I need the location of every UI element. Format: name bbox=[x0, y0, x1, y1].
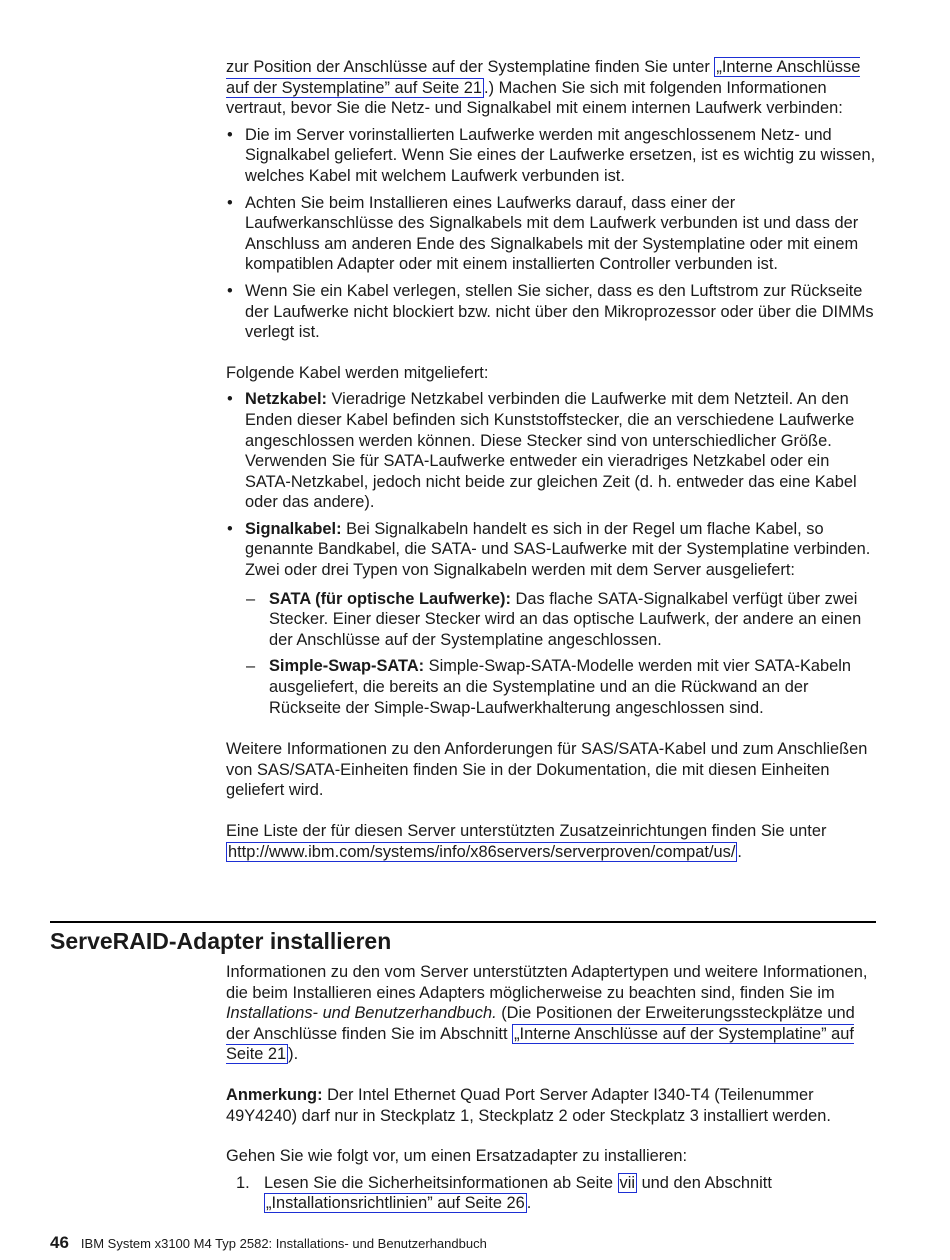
section-heading: ServeRAID-Adapter installieren bbox=[50, 921, 876, 955]
footer-text: IBM System x3100 M4 Typ 2582: Installations- und Benutzerhandbuch bbox=[80, 1236, 487, 1251]
section-text-1: Informationen zu den vom Server unterstützten Adaptertypen und weitere Informationen, die beim Installieren eines Adapters möglicherweise zu beachten sind, finden Sie im bbox=[226, 963, 868, 1002]
cables-intro: Folgende Kabel werden mitgeliefert: bbox=[226, 363, 489, 382]
link-installation-guidelines[interactable]: „Installationsrichtlinien” auf Seite 26 bbox=[266, 1194, 525, 1213]
list-item: • Wenn Sie ein Kabel verlegen, stellen Sie sicher, dass es den Luftstrom zur Rückseite der Laufwerke nicht blockiert bzw. nicht über den Mikroprozessor oder über die DIMMs verlegt ist. bbox=[226, 281, 876, 343]
step-number: 1. bbox=[236, 1173, 250, 1192]
intro-text-2: .) Machen Sie sich mit folgenden Informationen vertraut, bevor Sie die Netz- und Signalkabel mit einem internen Laufwerk verbinden: bbox=[226, 78, 843, 118]
link-internal-connectors-2[interactable]: „Interne Anschlüsse auf der Systemplatine” auf Seite 21 bbox=[226, 1024, 854, 1064]
note-paragraph bbox=[226, 1085, 876, 1126]
sub-list-item bbox=[245, 589, 876, 651]
link-internal-connectors[interactable]: „Interne Anschlüsse auf der Systemplatine” auf Seite 21 bbox=[226, 58, 861, 97]
note-term: Anmerkung: bbox=[226, 1085, 323, 1104]
signal-cable-sublist bbox=[245, 589, 876, 719]
list-item-signal-cable bbox=[226, 519, 876, 718]
intro-paragraph bbox=[226, 57, 876, 119]
simple-swap-sata-text: Simple-Swap-SATA-Modelle werden mit vier SATA-Kabeln ausgeliefert, die bereits an die Systemplatine und an die Rückwand an der Rückseite der Simple-Swap-Laufwerkhalterung angeschlossen sind. bbox=[269, 657, 852, 717]
page-footer bbox=[50, 1233, 487, 1254]
sata-optical-text: Das flache SATA-Signalkabel verfügt über zwei Stecker. Einer dieser Stecker wird an das optische Laufwerk, der andere an einen der Anschlüsse auf der Systemplatine angeschlossen. bbox=[269, 589, 862, 649]
section-text-3: ). bbox=[288, 1045, 299, 1064]
term-signal-cable: Signalkabel: bbox=[245, 519, 342, 538]
intro-text: zur Position der Anschlüsse auf der Systemplatine finden Sie unter bbox=[226, 58, 715, 76]
step-text-1: Lesen Sie die Sicherheitsinformationen ab Seite bbox=[264, 1173, 618, 1192]
list-item: • Achten Sie beim Installieren eines Laufwerks darauf, dass einer der Laufwerkanschlüsse des Signalkabels mit dem Laufwerk verbunden ist und dass der Anschluss am anderen Ende des Signalkabels mit der Systemplatine oder mit einem kompatiblen Adapter oder mit einem installierten Controller verbunden ist. bbox=[226, 193, 876, 275]
list-item-power-cable bbox=[226, 389, 876, 513]
step-text-3: . bbox=[526, 1194, 532, 1213]
term-simple-swap-sata: Simple-Swap-SATA: bbox=[269, 657, 425, 676]
steps-intro: Gehen Sie wie folgt vor, um einen Ersatzadapter zu installieren: bbox=[226, 1147, 688, 1166]
power-cable-text: Vieradrige Netzkabel verbinden die Laufwerke mit dem Netzteil. An den Enden dieser Kabel befinden sich Kunststoffstecker, die an verschiedene Laufwerke angeschlossen werden können. Diese Stecker sind von unterschiedlicher Größe. Verwenden Sie für SATA-Laufwerke entweder ein vieradriges Netzkabel oder ein SATA-Netzkabel, jedoch nicht beide zur gleichen Zeit (d. h. entweder das eine Kabel oder das andere). bbox=[245, 390, 857, 512]
term-sata-optical: SATA (für optische Laufwerke): bbox=[269, 589, 511, 608]
section-paragraph bbox=[226, 962, 876, 1065]
step-text-2: und den Abschnitt bbox=[637, 1173, 772, 1192]
body-text-top bbox=[226, 57, 876, 862]
option-list-after: . bbox=[737, 842, 742, 861]
section-body bbox=[226, 962, 876, 1214]
manual-title: Installations- und Benutzerhandbuch. bbox=[226, 1004, 497, 1023]
signal-cable-text: Bei Signalkabeln handelt es sich in der Regel um flache Kabel, so genannte Bandkabel, die SATA- und SAS-Laufwerke mit der Systemplatine verbinden. Zwei oder drei Typen von Signalkabeln werden mit dem Server ausgeliefert: bbox=[245, 519, 871, 580]
link-page-vii[interactable]: vii bbox=[619, 1173, 636, 1192]
sas-info-paragraph: Weitere Informationen zu den Anforderungen für SAS/SATA-Kabel und zum Anschließen von SAS/SATA-Einheiten finden Sie in der Dokumentation, die mit diesen Einheiten geliefert wird. bbox=[226, 740, 868, 800]
drive-cable-bullets bbox=[226, 125, 876, 343]
steps-list bbox=[226, 1173, 876, 1214]
term-power-cable: Netzkabel: bbox=[245, 390, 327, 409]
list-item: • Die im Server vorinstallierten Laufwerke werden mit angeschlossenem Netz- und Signalkabel geliefert. Wenn Sie eines der Laufwerke ersetzen, ist es wichtig zu wissen, welches Kabel mit welchem Laufwerk verbunden ist. bbox=[226, 125, 876, 187]
option-list-paragraph bbox=[226, 821, 876, 862]
page-number: 46 bbox=[50, 1233, 69, 1252]
note-text: Der Intel Ethernet Quad Port Server Adapter I340-T4 (Teilenummer 49Y4240) darf nur in Steckplatz 1, Steckplatz 2 oder Steckplatz 3 installiert werden. bbox=[226, 1085, 831, 1125]
section-text-2: (Die Positionen der Erweiterungssteckplätze und der Anschlüsse finden Sie im Abschnitt bbox=[226, 1004, 855, 1043]
sub-list-item bbox=[245, 656, 876, 718]
link-serverproven[interactable]: http://www.ibm.com/systems/info/x86servers/serverproven/compat/us/ bbox=[228, 842, 736, 861]
step-item bbox=[226, 1173, 876, 1214]
cable-type-list bbox=[226, 389, 876, 718]
option-list-text: Eine Liste der für diesen Server unterstützten Zusatzeinrichtungen finden Sie unter bbox=[226, 822, 827, 840]
